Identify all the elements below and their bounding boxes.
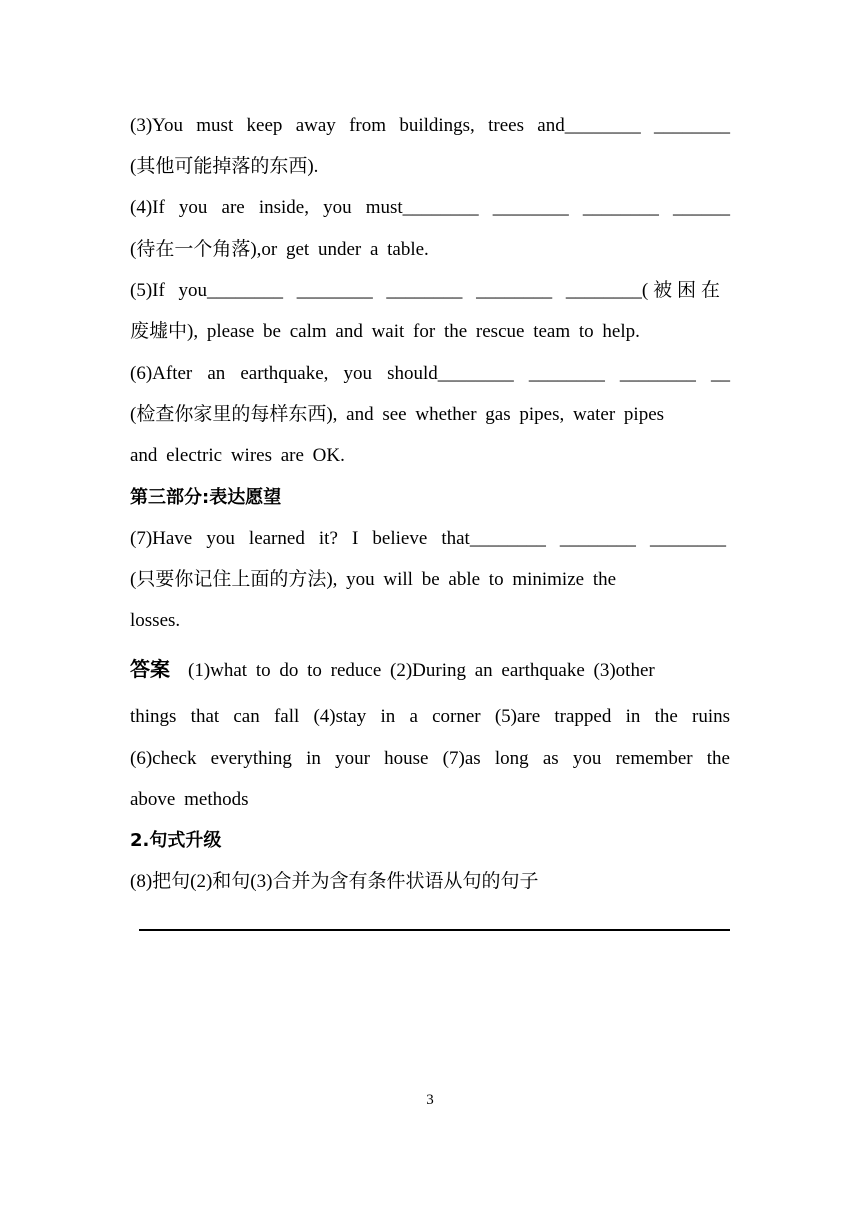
exercise-8-task: (8)把句(2)和句(3)合并为含有条件状语从句的句子 bbox=[130, 871, 539, 892]
exercise-7-line: (7)Have you learned it? I believe that________ ________ ________ bbox=[130, 528, 726, 549]
part-three-heading: 第三部分:表达愿望 bbox=[130, 487, 282, 508]
answer-text-1: (1)what to do to reduce (2)During an earthquake (3)other bbox=[188, 660, 655, 681]
exercise-6-line: (6)After an earthquake, you should________ ________ ________ __ bbox=[130, 363, 730, 384]
exercise-3-hint: (其他可能掉落的东西). bbox=[130, 156, 319, 177]
page-number: 3 bbox=[426, 1092, 434, 1108]
exercise-4-hint: (待在一个角落),or get under a table. bbox=[130, 239, 429, 260]
section-2-heading: 2.句式升级 bbox=[130, 830, 222, 851]
answer-blank-line bbox=[139, 929, 730, 931]
answer-line-1 bbox=[130, 657, 730, 683]
exercise-3-line: (3)You must keep away from buildings, trees and________ ________ bbox=[130, 115, 730, 136]
answer-line-3: (6)check everything in your house (7)as long as you remember the bbox=[130, 748, 730, 769]
exercise-4-line: (4)If you are inside, you must________ ________ ________ ______ bbox=[130, 197, 730, 218]
exercise-5-line: (5)If you________ ________ ________ ________ ________(被困在 bbox=[130, 280, 720, 301]
exercise-7-continuation: losses. bbox=[130, 610, 181, 631]
answer-line-4: above methods bbox=[130, 789, 249, 810]
exercise-6-continuation: and electric wires are OK. bbox=[130, 445, 345, 466]
exercise-7-hint: (只要你记住上面的方法), you will be able to minimize the bbox=[130, 569, 617, 590]
answer-line-2: things that can fall (4)stay in a corner (5)are trapped in the ruins bbox=[130, 706, 730, 727]
answer-label: 答案 bbox=[130, 657, 170, 681]
exercise-5-continuation: 废墟中), please be calm and wait for the rescue team to help. bbox=[130, 321, 640, 342]
exercise-6-hint: (检查你家里的每样东西), and see whether gas pipes, water pipes bbox=[130, 404, 665, 425]
